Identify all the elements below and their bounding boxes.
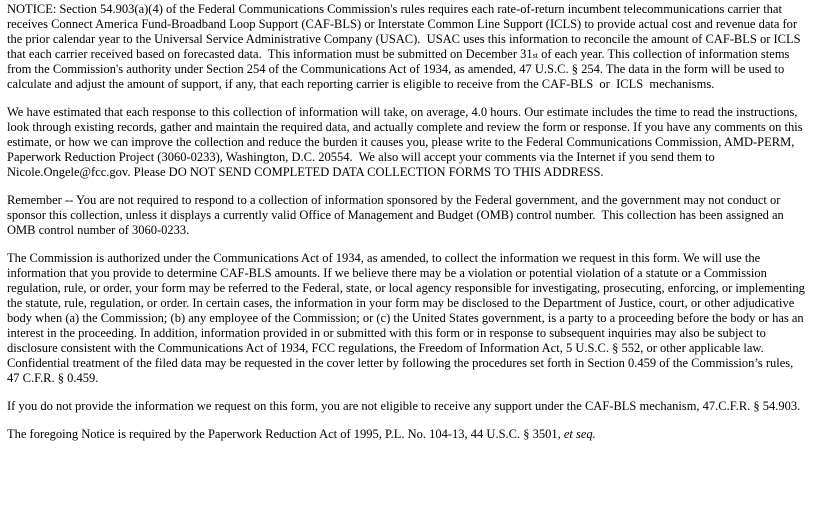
email-address: Nicole.Ongele@fcc.gov bbox=[7, 165, 128, 179]
latin-phrase-et-seq: et seq. bbox=[563, 427, 596, 441]
omb-control-paragraph: Remember -- You are not required to respond to a collection of information sponsored by the Federal government, and the government may not conduct or sponsor this collection, unless it displays a currently valid Office of Management and Budget (OMB) control number. This collection has been assigned an OMB control number of 3060-0233. bbox=[7, 193, 784, 237]
burden-text-after-email: . Please DO NOT SEND COMPLETED DATA COLLECTION FORMS TO THIS ADDRESS. bbox=[127, 165, 604, 179]
authority-disclosure-paragraph: The Commission is authorized under the Communications Act of 1934, as amended, to collect the information we request in this form. We will use the information that you provide to determine CAF-BLS amounts. If we believe there may be a violation or potential violation of a statute or a Commission regulation, rule, or order, your form may be referred to the Federal, state, or local agency responsible for investigating, prosecuting, enforcing, or implementing the statute, rule, regulation, or order. In certain cases, the information in your form may be disclosed to the Department of Justice, court, or other adjudicative body when (a) the Commission; (b) any employee of the Commission; or (c) the United States government, is a party to a proceeding before the body or has an interest in the proceeding. In addition, information provided in or submitted with this form or in response to subsequent inquiries may also be subject to disclosure consistent with the Communications Act of 1934, FCC regulations, the Freedom of Information Act, 5 U.S.C. § 552, or other applicable law. Confidential treatment of the filed data may be requested in the cover letter by following the procedures set forth in Section 0.459 of the Commission’s rules, 47 C.F.R. § 0.459. bbox=[7, 251, 805, 385]
pra-citation-text: The foregoing Notice is required by the Paperwork Reduction Act of 1995, P.L. No. 104-13, 44 U.S.C. § 3501, bbox=[7, 427, 564, 441]
burden-text-before-email: We have estimated that each response to this collection of information will take, on average, 4.0 hours. Our estimate includes the time to read the instructions, look through existing records, gather and maintain the required data, and actually complete and review the form or response. If you have any comments on this estimate, or how we can improve the collection and reduce the burden it causes you, please write to the Federal Communications Commission, AMD-PERM, Paperwork Reduction Project (3060-0233), Washington, D.C. 20554. We also will accept your comments via the Internet if you send them to bbox=[7, 105, 803, 164]
eligibility-paragraph: If you do not provide the information we request on this form, you are not eligible to receive any support under the CAF-BLS mechanism, 47.C.F.R. § 54.903. bbox=[7, 399, 801, 413]
pra-citation-paragraph bbox=[7, 427, 807, 442]
notice-text-after-date: of each year. This collection of information stems from the Commission's authority under Section 254 of the Communications Act of 1934, as amended, 47 U.S.C. § 254. The data in the form will be used to calculate and adjust the amount of support, if any, that each reporting carrier is eligible to receive from the CAF-BLS or ICLS mechanisms. bbox=[7, 47, 790, 91]
notice-text-before-date: NOTICE: Section 54.903(a)(4) of the Federal Communications Commission's rules requires each rate-of-return incumbent telecommunications carrier that receives Connect America Fund-Broadband Loop Support (CAF-BLS) or Interstate Common Line Support (ICLS) to provide actual cost and revenue data for the prior calendar year to the Universal Service Administrative Company (USAC). USAC uses this information to reconcile the amount of CAF-BLS or ICLS that each carrier received based on forecasted data. This information must be submitted on December 31 bbox=[7, 2, 801, 61]
burden-estimate-paragraph bbox=[7, 105, 807, 180]
notice-paragraph bbox=[7, 2, 807, 92]
date-ordinal-suffix: st bbox=[532, 51, 538, 60]
